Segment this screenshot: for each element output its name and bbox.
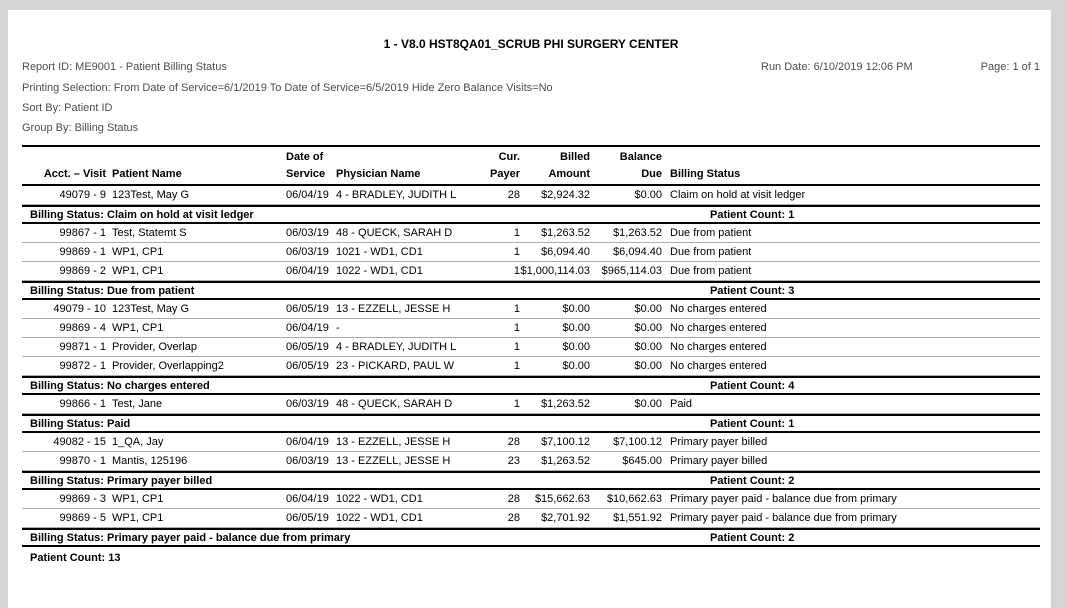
patient-name-cell: WP1, CP1 xyxy=(112,265,164,277)
billed-amount-cell: $7,100.12 xyxy=(541,436,590,448)
physician-name-cell: 4 - BRADLEY, JUDITH L xyxy=(336,189,457,201)
date-of-service-cell: 06/04/19 xyxy=(286,189,329,201)
billing-status-cell: Due from patient xyxy=(670,227,752,239)
cur-payer-cell: 1 xyxy=(513,246,520,258)
billed-amount-cell: $2,701.92 xyxy=(541,512,590,524)
physician-name-cell: 13 - EZZELL, JESSE H xyxy=(336,436,451,448)
physician-name-cell: 23 - PICKARD, PAUL W xyxy=(336,360,454,372)
cur-payer-cell: 23 xyxy=(507,455,520,467)
billing-status-cell: No charges entered xyxy=(670,322,767,334)
physician-name-cell: 13 - EZZELL, JESSE H xyxy=(336,455,451,467)
payer-billed-cells xyxy=(486,493,590,505)
payer-billed-cells xyxy=(486,512,590,524)
cur-payer-cell: 1 xyxy=(513,265,520,277)
group-footer-row xyxy=(22,205,1040,224)
billed-amount-cell: $0.00 xyxy=(562,360,590,372)
balance-due-cell: $6,094.40 xyxy=(613,246,662,258)
date-of-service-cell: 06/04/19 xyxy=(286,436,329,448)
date-of-service-cell: 06/05/19 xyxy=(286,360,329,372)
report-id: Report ID: ME9001 - Patient Billing Status xyxy=(22,61,227,73)
payer-billed-cells xyxy=(486,303,590,315)
balance-due-cell: $0.00 xyxy=(634,398,662,410)
payer-billed-cells xyxy=(486,227,590,239)
billed-amount-cell: $1,263.52 xyxy=(541,398,590,410)
physician-name-cell: 1021 - WD1, CD1 xyxy=(336,246,423,258)
billed-amount-cell: $15,662.63 xyxy=(534,493,590,505)
page-number: Page: 1 of 1 xyxy=(980,61,1040,73)
balance-due-cell: $0.00 xyxy=(634,322,662,334)
table-row xyxy=(22,319,1040,338)
physician-name-cell: 1022 - WD1, CD1 xyxy=(336,512,423,524)
payer-billed-cells xyxy=(486,265,590,277)
group-patient-count: Patient Count: 3 xyxy=(710,284,795,297)
report-page xyxy=(8,10,1051,608)
patient-name-cell: Mantis, 125196 xyxy=(112,455,188,467)
billing-status-cell: Paid xyxy=(670,398,693,410)
billing-status-cell: No charges entered xyxy=(670,360,767,372)
acct-visit-cell: 99869 - 4 xyxy=(59,322,106,334)
billed-amount-cell: $0.00 xyxy=(562,341,590,353)
balance-due-cell: $645.00 xyxy=(622,455,662,467)
table-row xyxy=(22,433,1040,452)
cur-payer-cell: 1 xyxy=(513,360,520,372)
cur-payer-cell: 1 xyxy=(513,398,520,410)
group-footer-label: Billing Status: Primary payer billed xyxy=(30,474,213,487)
group-footer-row xyxy=(22,471,1040,490)
column-header-balance-due: Balance Due xyxy=(619,151,662,180)
table-row xyxy=(22,509,1040,528)
patient-name-cell: 123Test, May G xyxy=(112,189,190,201)
cur-payer-cell: 28 xyxy=(507,512,520,524)
date-of-service-cell: 06/03/19 xyxy=(286,455,329,467)
billing-status-cell: No charges entered xyxy=(670,303,767,315)
group-footer-row xyxy=(22,281,1040,300)
billing-status-table xyxy=(22,145,1040,564)
physician-name-cell: - xyxy=(336,322,340,334)
billed-amount-cell: $2,924.32 xyxy=(541,189,590,201)
date-of-service-cell: 06/03/19 xyxy=(286,227,329,239)
column-header-date-of-service: Date of Service xyxy=(286,151,326,180)
date-of-service-cell: 06/03/19 xyxy=(286,398,329,410)
billed-amount-cell: $0.00 xyxy=(562,322,590,334)
balance-due-cell: $0.00 xyxy=(634,303,662,315)
patient-name-cell: Test, Jane xyxy=(112,398,163,410)
physician-name-cell: 4 - BRADLEY, JUDITH L xyxy=(336,341,457,353)
group-footer-row xyxy=(22,414,1040,433)
payer-billed-cells xyxy=(486,322,590,334)
group-footer-label: Billing Status: Claim on hold at visit ledger xyxy=(30,208,254,221)
acct-visit-cell: 99869 - 1 xyxy=(59,246,106,258)
billed-amount-cell: $1,263.52 xyxy=(541,227,590,239)
table-row xyxy=(22,262,1040,281)
column-header-acct-visit: Acct. – Visit xyxy=(43,168,106,180)
payer-billed-cells xyxy=(486,455,590,467)
date-of-service-cell: 06/04/19 xyxy=(286,322,329,334)
group-footer-label: Billing Status: Due from patient xyxy=(30,284,195,297)
acct-visit-cell: 99867 - 1 xyxy=(59,227,106,239)
group-patient-count: Patient Count: 2 xyxy=(710,474,795,487)
patient-name-cell: 123Test, May G xyxy=(112,303,190,315)
balance-due-cell: $10,662.63 xyxy=(606,493,662,505)
patient-name-cell: Test, Statemt S xyxy=(112,227,187,239)
cur-payer-cell: 1 xyxy=(513,303,520,315)
patient-name-cell: 1_QA, Jay xyxy=(112,436,164,448)
payer-billed-cells xyxy=(486,398,590,410)
group-patient-count: Patient Count: 2 xyxy=(710,531,795,544)
physician-name-cell: 1022 - WD1, CD1 xyxy=(336,493,423,505)
table-header xyxy=(22,145,1040,186)
billing-status-cell: Primary payer billed xyxy=(670,455,768,467)
table-row xyxy=(22,243,1040,262)
table-row xyxy=(22,300,1040,319)
table-row xyxy=(22,224,1040,243)
billed-amount-cell: $1,000,114.03 xyxy=(520,265,590,277)
acct-visit-cell: 49079 - 9 xyxy=(59,189,106,201)
cur-payer-cell: 28 xyxy=(507,493,520,505)
run-date: Run Date: 6/10/2019 12:06 PM xyxy=(761,61,913,73)
payer-billed-cells xyxy=(486,246,590,258)
billing-status-cell: Claim on hold at visit ledger xyxy=(670,189,806,201)
column-header-patient-name: Patient Name xyxy=(112,168,182,180)
billing-status-cell: Primary payer paid - balance due from primary xyxy=(670,512,897,524)
physician-name-cell: 1022 - WD1, CD1 xyxy=(336,265,423,277)
acct-visit-cell: 99869 - 3 xyxy=(59,493,106,505)
report-meta-row xyxy=(22,61,1040,73)
cur-payer-cell: 28 xyxy=(507,189,520,201)
date-of-service-cell: 06/04/19 xyxy=(286,493,329,505)
billed-amount-cell: $6,094.40 xyxy=(541,246,590,258)
table-row xyxy=(22,452,1040,471)
column-header-physician-name: Physician Name xyxy=(336,168,421,180)
group-patient-count: Patient Count: 4 xyxy=(710,379,795,392)
balance-due-cell: $0.00 xyxy=(634,189,662,201)
date-of-service-cell: 06/05/19 xyxy=(286,303,329,315)
group-by: Group By: Billing Status xyxy=(22,122,139,134)
balance-due-cell: $1,263.52 xyxy=(613,227,662,239)
balance-due-cell: $0.00 xyxy=(634,360,662,372)
table-body xyxy=(22,186,1040,547)
billed-amount-cell: $1,263.52 xyxy=(541,455,590,467)
physician-name-cell: 48 - QUECK, SARAH D xyxy=(336,398,453,410)
date-of-service-cell: 06/04/19 xyxy=(286,265,329,277)
table-row xyxy=(22,490,1040,509)
acct-visit-cell: 99866 - 1 xyxy=(59,398,106,410)
group-footer-row xyxy=(22,528,1040,547)
date-of-service-cell: 06/05/19 xyxy=(286,341,329,353)
group-footer-label: Billing Status: Primary payer paid - balance due from primary xyxy=(30,531,351,544)
payer-billed-cells xyxy=(486,360,590,372)
printing-selection: Printing Selection: From Date of Service=6/1/2019 To Date of Service=6/5/2019 Hide Zero Balance Visits=No xyxy=(22,82,553,94)
acct-visit-cell: 99870 - 1 xyxy=(59,455,106,467)
billing-status-cell: Due from patient xyxy=(670,265,752,277)
payer-billed-cells xyxy=(486,436,590,448)
billing-status-cell: No charges entered xyxy=(670,341,767,353)
cur-payer-cell: 1 xyxy=(513,322,520,334)
cur-payer-cell: 1 xyxy=(513,227,520,239)
patient-name-cell: Provider, Overlap xyxy=(112,341,197,353)
patient-name-cell: WP1, CP1 xyxy=(112,246,164,258)
acct-visit-cell: 99869 - 5 xyxy=(59,512,106,524)
acct-visit-cell: 49082 - 15 xyxy=(53,436,106,448)
date-of-service-cell: 06/05/19 xyxy=(286,512,329,524)
table-row xyxy=(22,357,1040,376)
physician-name-cell: 48 - QUECK, SARAH D xyxy=(336,227,453,239)
billing-status-cell: Due from patient xyxy=(670,246,752,258)
billing-status-cell: Primary payer billed xyxy=(670,436,768,448)
total-patient-count: Patient Count: 13 xyxy=(30,552,121,564)
cur-payer-cell: 28 xyxy=(507,436,520,448)
group-footer-row xyxy=(22,376,1040,395)
group-patient-count: Patient Count: 1 xyxy=(710,208,795,221)
billed-amount-cell: $0.00 xyxy=(562,303,590,315)
group-patient-count: Patient Count: 1 xyxy=(710,417,795,430)
cur-payer-cell: 1 xyxy=(513,341,520,353)
table-row xyxy=(22,395,1040,414)
acct-visit-cell: 99869 - 2 xyxy=(59,265,106,277)
table-row xyxy=(22,186,1040,205)
acct-visit-cell: 49079 - 10 xyxy=(53,303,106,315)
report-title: 1 - V8.0 HST8QA01_SCRUB PHI SURGERY CENTER xyxy=(383,37,679,51)
balance-due-cell: $0.00 xyxy=(634,341,662,353)
balance-due-cell: $7,100.12 xyxy=(613,436,662,448)
group-footer-label: Billing Status: No charges entered xyxy=(30,379,210,392)
date-of-service-cell: 06/03/19 xyxy=(286,246,329,258)
column-header-cur-payer: Cur. Payer xyxy=(490,151,520,180)
payer-billed-cells xyxy=(486,341,590,353)
balance-due-cell: $965,114.03 xyxy=(601,265,662,277)
column-header-billed-amount: Billed Amount xyxy=(548,151,590,180)
patient-name-cell: Provider, Overlapping2 xyxy=(112,360,224,372)
column-header-billing-status: Billing Status xyxy=(670,168,741,180)
patient-name-cell: WP1, CP1 xyxy=(112,493,164,505)
group-footer-label: Billing Status: Paid xyxy=(30,417,131,430)
acct-visit-cell: 99871 - 1 xyxy=(59,341,106,353)
acct-visit-cell: 99872 - 1 xyxy=(59,360,106,372)
balance-due-cell: $1,551.92 xyxy=(613,512,662,524)
payer-billed-cells xyxy=(486,189,590,201)
table-header-row xyxy=(22,149,1040,183)
sort-by: Sort By: Patient ID xyxy=(22,102,113,114)
table-row xyxy=(22,338,1040,357)
patient-name-cell: WP1, CP1 xyxy=(112,512,164,524)
billing-status-cell: Primary payer paid - balance due from primary xyxy=(670,493,897,505)
physician-name-cell: 13 - EZZELL, JESSE H xyxy=(336,303,451,315)
patient-name-cell: WP1, CP1 xyxy=(112,322,164,334)
